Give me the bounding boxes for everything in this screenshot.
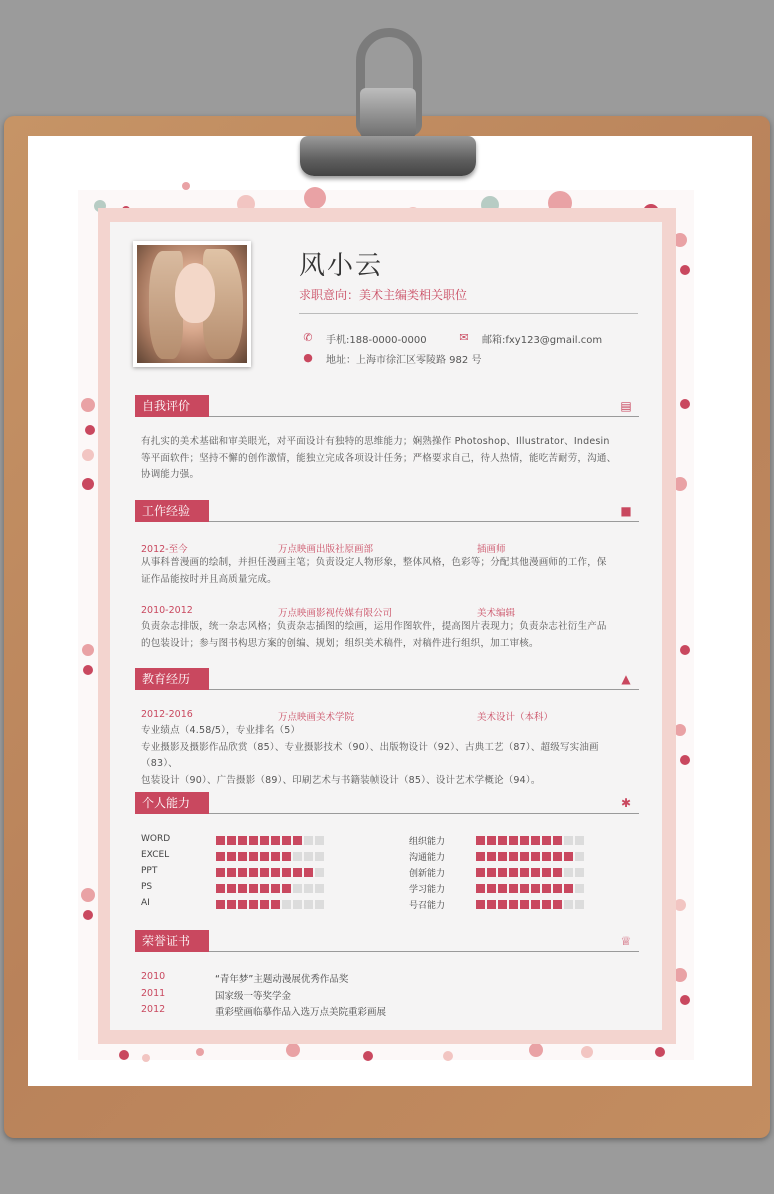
decor-dot bbox=[83, 910, 93, 920]
skill-level-block bbox=[238, 868, 247, 877]
section-title: 自我评价 bbox=[135, 395, 209, 417]
person-name: 风小云 bbox=[299, 251, 384, 281]
skill-level-block bbox=[271, 900, 280, 909]
text-line: 证作品能按时并且高质量完成。 bbox=[141, 573, 277, 585]
skill-level-block bbox=[227, 900, 236, 909]
skill-label: EXCEL bbox=[141, 850, 170, 860]
section-title: 荣誉证书 bbox=[135, 930, 209, 952]
decor-dot bbox=[196, 1048, 204, 1056]
skill-level-block bbox=[487, 868, 496, 877]
decor-dot bbox=[680, 645, 690, 655]
skill-level-block bbox=[520, 884, 529, 893]
skill-level-block bbox=[282, 852, 291, 861]
skill-level-block bbox=[498, 836, 507, 845]
decor-dot bbox=[680, 265, 690, 275]
profile-photo bbox=[133, 241, 251, 367]
skill-level-block bbox=[575, 884, 584, 893]
skill-level-block bbox=[575, 852, 584, 861]
decor-dot bbox=[82, 478, 94, 490]
gear-icon: ✱ bbox=[620, 796, 632, 810]
skill-level-block bbox=[238, 900, 247, 909]
decor-dot bbox=[443, 1051, 453, 1061]
face bbox=[175, 263, 215, 323]
skill-level-block bbox=[487, 900, 496, 909]
decor-dot bbox=[81, 398, 95, 412]
skill-level-block bbox=[260, 868, 269, 877]
skill-level-block bbox=[542, 900, 551, 909]
skill-level-block bbox=[271, 836, 280, 845]
decor-dot bbox=[82, 644, 94, 656]
self-evaluation-text bbox=[141, 434, 635, 484]
skill-level-block bbox=[260, 884, 269, 893]
skill-level-block bbox=[293, 884, 302, 893]
decor-dot bbox=[119, 1050, 129, 1060]
text-line: 负责杂志排版，统一杂志风格；负责杂志插图的绘画，运用作图软件，提高图片表现力；负责杂志社衍生产品 bbox=[141, 621, 607, 632]
skill-level-block bbox=[542, 884, 551, 893]
mail-icon: ✉ bbox=[459, 331, 469, 344]
skill-level-block bbox=[304, 852, 313, 861]
skill-level-block bbox=[249, 884, 258, 893]
location-icon: ● bbox=[303, 351, 313, 364]
job-company: 万点映画出版社原画部 bbox=[278, 544, 374, 555]
skill-level-block bbox=[304, 868, 313, 877]
skill-level-block bbox=[249, 900, 258, 909]
skill-level-block bbox=[216, 868, 225, 877]
skill-level-block bbox=[476, 884, 485, 893]
skill-level-block bbox=[304, 836, 313, 845]
skill-label: 学习能力 bbox=[409, 885, 446, 895]
email-text: 邮箱:fxy123@gmail.com bbox=[482, 335, 603, 346]
skill-level-block bbox=[238, 836, 247, 845]
skill-level-bar bbox=[216, 852, 324, 861]
section-title: 教育经历 bbox=[135, 668, 209, 690]
skill-level-block bbox=[315, 900, 324, 909]
edu-major: 美术设计（本科） bbox=[477, 712, 554, 723]
header-divider bbox=[299, 313, 638, 314]
skill-label: 号召能力 bbox=[409, 901, 446, 911]
award-year: 2011 bbox=[141, 988, 166, 999]
text-line: 专业绩点（4.58/5），专业排名（5） bbox=[141, 725, 301, 736]
skill-level-bar bbox=[476, 836, 584, 845]
job-role: 美术编辑 bbox=[477, 608, 516, 619]
skill-level-bar bbox=[216, 868, 324, 877]
skill-level-block bbox=[304, 884, 313, 893]
edu-school: 万点映画美术学院 bbox=[278, 712, 355, 723]
skill-level-block bbox=[282, 884, 291, 893]
skill-level-block bbox=[575, 868, 584, 877]
skill-level-bar bbox=[476, 852, 584, 861]
text-line: 从事科普漫画的绘制，并担任漫画主笔；负责设定人物形象，整体风格，色彩等；分配其他漫画师的工作，保 bbox=[141, 557, 607, 568]
section-rule bbox=[209, 416, 639, 417]
skill-level-bar bbox=[476, 884, 584, 893]
skill-level-block bbox=[293, 836, 302, 845]
award-year: 2010 bbox=[141, 971, 166, 982]
skill-level-block bbox=[260, 900, 269, 909]
skill-level-block bbox=[553, 836, 562, 845]
job-description bbox=[141, 619, 635, 652]
skill-level-block bbox=[531, 852, 540, 861]
skill-level-block bbox=[216, 852, 225, 861]
skill-level-block bbox=[271, 852, 280, 861]
skill-level-block bbox=[238, 852, 247, 861]
job-period: 2012-至今 bbox=[141, 544, 188, 555]
skill-level-block bbox=[564, 900, 573, 909]
section-rule bbox=[209, 951, 639, 952]
skill-level-block bbox=[542, 836, 551, 845]
address-info bbox=[303, 351, 482, 366]
clip-plate bbox=[300, 136, 476, 176]
skill-level-block bbox=[498, 852, 507, 861]
text-line: 的包装设计；参与图书构思方案的创编、规划；组织美术稿件，对稿件进行组织，加工审核。 bbox=[141, 637, 539, 649]
decor-dot bbox=[304, 187, 326, 209]
section-rule bbox=[209, 813, 639, 814]
skill-level-block bbox=[520, 852, 529, 861]
skill-level-block bbox=[487, 852, 496, 861]
skill-level-block bbox=[542, 852, 551, 861]
section-title: 个人能力 bbox=[135, 792, 209, 814]
skill-level-block bbox=[531, 836, 540, 845]
skill-level-block bbox=[271, 868, 280, 877]
skill-level-block bbox=[509, 836, 518, 845]
skill-level-block bbox=[282, 900, 291, 909]
award-year: 2012 bbox=[141, 1004, 166, 1015]
job-period: 2010-2012 bbox=[141, 605, 193, 616]
skill-level-block bbox=[216, 900, 225, 909]
decor-dot bbox=[182, 182, 190, 190]
comment-icon: ▤ bbox=[620, 399, 632, 413]
phone-text: 手机:188-0000-0000 bbox=[326, 335, 427, 346]
skill-level-block bbox=[553, 900, 562, 909]
text-line: 等平面软件；坚持不懈的创作激情，能独立完成各项设计任务；严格要求自己，待人热情，能吃苦耐劳，沟通、 bbox=[141, 452, 617, 464]
skill-level-block bbox=[487, 884, 496, 893]
skill-level-bar bbox=[216, 884, 324, 893]
decor-dot bbox=[363, 1051, 373, 1061]
skill-level-block bbox=[498, 900, 507, 909]
job-company: 万点映画影视传媒有限公司 bbox=[278, 608, 393, 619]
skill-level-block bbox=[293, 852, 302, 861]
skill-level-block bbox=[553, 868, 562, 877]
skill-level-bar bbox=[476, 900, 584, 909]
skill-level-block bbox=[315, 884, 324, 893]
job-intent: 求职意向：美术主编类相关职位 bbox=[299, 288, 468, 302]
skill-level-block bbox=[227, 852, 236, 861]
skill-level-block bbox=[520, 900, 529, 909]
briefcase-icon: ■ bbox=[620, 504, 632, 518]
job-role: 插画师 bbox=[477, 544, 506, 555]
award-text: “青年梦”主题动漫展优秀作品奖 bbox=[215, 974, 349, 985]
skill-level-block bbox=[531, 884, 540, 893]
clip-hinge bbox=[360, 88, 416, 138]
skill-level-bar bbox=[216, 836, 324, 845]
skill-level-block bbox=[476, 868, 485, 877]
skill-level-block bbox=[520, 836, 529, 845]
decor-dot bbox=[85, 425, 95, 435]
decor-dot bbox=[529, 1043, 543, 1057]
skill-level-block bbox=[216, 836, 225, 845]
edu-period: 2012-2016 bbox=[141, 709, 193, 720]
edu-description bbox=[141, 723, 635, 789]
skill-level-block bbox=[476, 900, 485, 909]
skill-level-block bbox=[260, 836, 269, 845]
skill-label: PPT bbox=[141, 866, 158, 876]
skill-level-block bbox=[564, 868, 573, 877]
skill-level-block bbox=[315, 868, 324, 877]
skill-label: WORD bbox=[141, 834, 171, 844]
skill-label: 组织能力 bbox=[409, 837, 446, 847]
email-info bbox=[459, 331, 603, 346]
skill-level-block bbox=[249, 836, 258, 845]
decor-dot bbox=[581, 1046, 593, 1058]
skill-level-block bbox=[509, 884, 518, 893]
skill-level-block bbox=[476, 852, 485, 861]
decor-dot bbox=[680, 995, 690, 1005]
skill-level-block bbox=[282, 836, 291, 845]
binder-clip bbox=[300, 28, 476, 178]
graduation-cap-icon: ▲ bbox=[621, 672, 631, 686]
skill-level-block bbox=[249, 868, 258, 877]
skill-level-block bbox=[293, 900, 302, 909]
decor-dot bbox=[680, 755, 690, 765]
decor-dot bbox=[81, 888, 95, 902]
skill-level-block bbox=[498, 884, 507, 893]
trophy-icon: ♕ bbox=[620, 934, 632, 948]
skill-level-block bbox=[564, 884, 573, 893]
skill-label: 创新能力 bbox=[409, 869, 446, 879]
job-description bbox=[141, 555, 635, 588]
avatar bbox=[137, 245, 247, 363]
skill-level-block bbox=[260, 852, 269, 861]
skill-level-block bbox=[509, 900, 518, 909]
skill-level-block bbox=[227, 836, 236, 845]
skill-level-block bbox=[575, 836, 584, 845]
text-line: 专业摄影及摄影作品欣赏（85）、专业摄影技术（90）、出版物设计（92）、古典工艺（87）、超级写实油画（83）、 bbox=[141, 741, 599, 769]
skill-level-block bbox=[476, 836, 485, 845]
skill-level-block bbox=[553, 884, 562, 893]
skill-level-block bbox=[227, 868, 236, 877]
section-self-evaluation bbox=[135, 395, 639, 417]
skill-level-block bbox=[531, 900, 540, 909]
skill-level-block bbox=[216, 884, 225, 893]
skill-label: PS bbox=[141, 882, 153, 892]
skill-level-block bbox=[542, 868, 551, 877]
skill-level-block bbox=[531, 868, 540, 877]
skill-level-block bbox=[249, 852, 258, 861]
section-skills bbox=[135, 792, 639, 814]
section-education bbox=[135, 668, 639, 690]
skill-level-block bbox=[564, 836, 573, 845]
skill-level-block bbox=[271, 884, 280, 893]
section-title: 工作经验 bbox=[135, 500, 209, 522]
text-line: 有扎实的美术基础和审美眼光，对平面设计有独特的思维能力；娴熟操作 Photoshop、Illustrator、Indesin bbox=[141, 436, 610, 447]
phone-icon: ✆ bbox=[303, 331, 313, 344]
award-text: 国家级一等奖学金 bbox=[215, 991, 292, 1002]
decor-dot bbox=[286, 1043, 300, 1057]
section-rule bbox=[209, 689, 639, 690]
skill-level-block bbox=[282, 868, 291, 877]
skill-level-block bbox=[575, 900, 584, 909]
award-text: 重彩壁画临摹作品入选万点美院重彩画展 bbox=[215, 1007, 387, 1018]
section-work-experience bbox=[135, 500, 639, 522]
skill-level-block bbox=[509, 852, 518, 861]
skill-label: 沟通能力 bbox=[409, 853, 446, 863]
phone-info bbox=[303, 331, 427, 346]
skill-level-block bbox=[564, 852, 573, 861]
address-text: 地址：上海市徐汇区零陵路 982 号 bbox=[326, 355, 482, 366]
skill-level-block bbox=[238, 884, 247, 893]
skill-level-block bbox=[498, 868, 507, 877]
skill-level-block bbox=[315, 852, 324, 861]
skill-level-block bbox=[293, 868, 302, 877]
decor-dot bbox=[82, 449, 94, 461]
text-line: 包装设计（90）、广告摄影（89）、印刷艺术与书籍装帧设计（85）、设计艺术学概论（94）。 bbox=[141, 774, 541, 786]
skill-level-block bbox=[227, 884, 236, 893]
decor-dot bbox=[680, 399, 690, 409]
decor-dot bbox=[83, 665, 93, 675]
skill-level-block bbox=[304, 900, 313, 909]
section-awards bbox=[135, 930, 639, 952]
section-rule bbox=[209, 521, 639, 522]
decor-dot bbox=[655, 1047, 665, 1057]
skill-level-block bbox=[520, 868, 529, 877]
skill-level-block bbox=[553, 852, 562, 861]
skill-level-bar bbox=[476, 868, 584, 877]
skill-level-block bbox=[487, 836, 496, 845]
decor-dot bbox=[142, 1054, 150, 1062]
skill-level-bar bbox=[216, 900, 324, 909]
skill-level-block bbox=[509, 868, 518, 877]
skill-level-block bbox=[315, 836, 324, 845]
skill-label: AI bbox=[141, 898, 150, 908]
text-line: 协调能力强。 bbox=[141, 469, 200, 480]
